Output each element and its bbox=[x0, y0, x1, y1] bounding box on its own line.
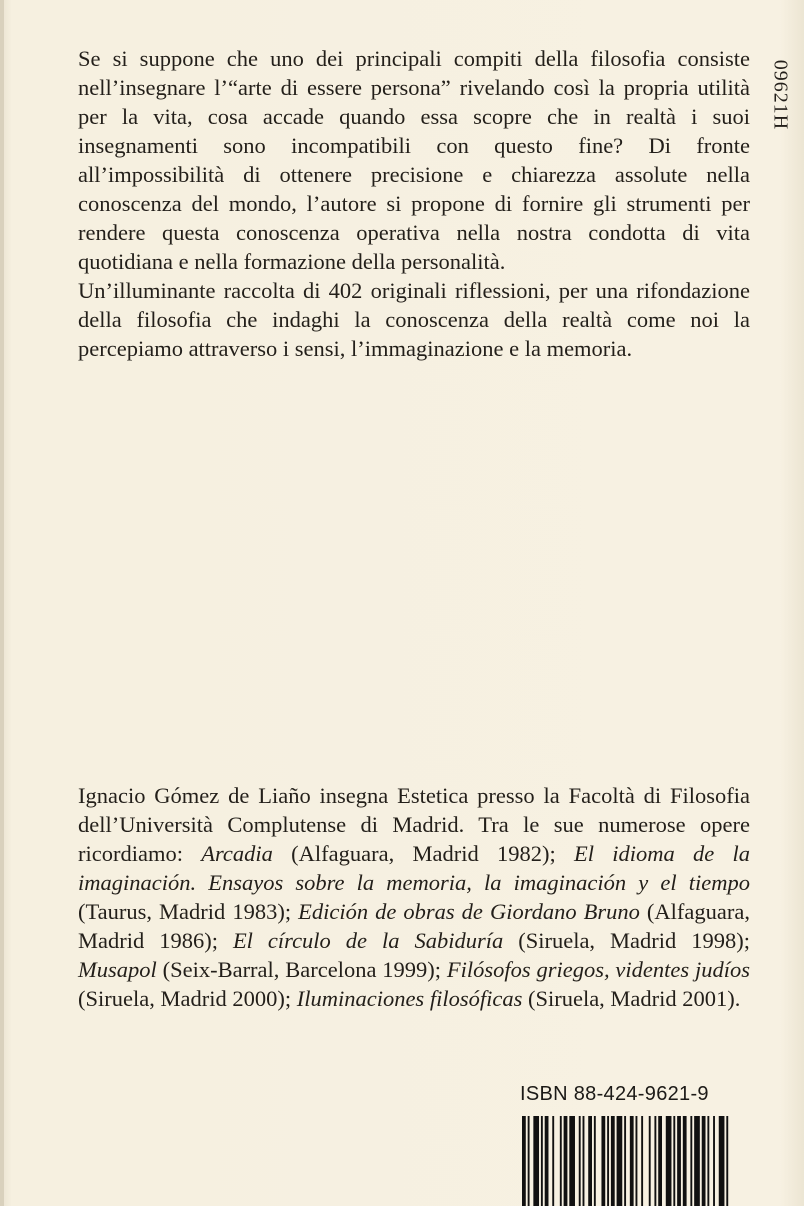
work-title: El idioma de la imaginación. Ensayos sobre la memoria, la imaginación y el tiempo bbox=[78, 841, 751, 895]
work-details: (Alfaguara, Madrid 1986); bbox=[78, 899, 750, 953]
barcode-bar bbox=[702, 1116, 706, 1206]
barcode-bar bbox=[594, 1116, 596, 1206]
author-bio bbox=[78, 781, 750, 1013]
barcode-bar bbox=[522, 1116, 526, 1206]
work-title: Iluminaciones filosóficas bbox=[296, 986, 523, 1011]
barcode-bar bbox=[649, 1116, 651, 1206]
work-details: (Siruela, Madrid 1998); bbox=[503, 928, 750, 953]
barcode-bar bbox=[630, 1116, 634, 1206]
work-details: (Taurus, Madrid 1983); bbox=[78, 899, 299, 924]
work-title: Filósofos griegos, videntes judíos bbox=[446, 957, 750, 982]
barcode-bar bbox=[636, 1116, 638, 1206]
barcode-bar bbox=[601, 1116, 605, 1206]
work-title: Arcadia bbox=[201, 841, 273, 866]
author-bio-text bbox=[78, 781, 750, 1013]
barcode-bar bbox=[666, 1116, 672, 1206]
barcode-bar bbox=[683, 1116, 687, 1206]
isbn-label: ISBN 88-424-9621-9 bbox=[520, 1083, 709, 1105]
work-details: (Siruela, Madrid 2001). bbox=[522, 986, 741, 1011]
barcode-bar bbox=[579, 1116, 581, 1206]
side-code-text: 09621H bbox=[769, 59, 792, 131]
barcode-bar bbox=[564, 1116, 568, 1206]
barcode bbox=[522, 1116, 732, 1206]
barcode-bar bbox=[560, 1116, 562, 1206]
barcode-bar bbox=[719, 1116, 725, 1206]
barcode-bar bbox=[673, 1116, 675, 1206]
barcode-bar bbox=[533, 1116, 539, 1206]
barcode-bar bbox=[611, 1116, 615, 1206]
barcode-bar bbox=[569, 1116, 575, 1206]
barcode-bar bbox=[552, 1116, 554, 1206]
barcode-bar bbox=[541, 1116, 543, 1206]
barcode-bar bbox=[726, 1116, 728, 1206]
barcode-bar bbox=[707, 1116, 709, 1206]
barcode-bar bbox=[694, 1116, 700, 1206]
barcode-bar bbox=[641, 1116, 643, 1206]
blurb-paragraph-1: Se si suppone che uno dei principali compiti della filosofia consiste nell’insegnare l’“arte di essere persona” rivelando così la propria utilità per la vita, cosa accade quando essa scopre che in realtà i suoi insegnamenti sono incompatibili con questo fine? Di fronte all’impossibilità di ottenere precisione e chiarezza assolute nella conoscenza del mondo, l’autore si propone di fornire gli strumenti per rendere questa conoscenza operativa nella nostra condotta di vita quotidiana e nella formazione della personalità. bbox=[78, 46, 750, 274]
barcode-bar bbox=[677, 1116, 681, 1206]
barcode-bar bbox=[654, 1116, 656, 1206]
blurb-section bbox=[78, 44, 750, 363]
work-title: El círculo de la Sabiduría bbox=[232, 928, 504, 953]
barcode-bar bbox=[588, 1116, 592, 1206]
cover-edge bbox=[0, 0, 4, 1206]
work-title: Edición de obras de Giordano Bruno bbox=[298, 899, 640, 924]
barcode-bar bbox=[617, 1116, 623, 1206]
work-details: (Siruela, Madrid 2000); bbox=[78, 986, 297, 1011]
barcode-bar bbox=[690, 1116, 692, 1206]
barcode-bar bbox=[624, 1116, 626, 1206]
barcode-bar bbox=[528, 1116, 530, 1206]
barcode-bar bbox=[607, 1116, 609, 1206]
blurb-paragraph-2: Un’illuminante raccolta di 402 originali riflessioni, per una rifondazione della filosofia che indaghi la conoscenza della realtà come noi la percepiamo attraverso i sensi, l’immaginazione e la memoria. bbox=[78, 278, 750, 361]
work-details: (Alfaguara, Madrid 1982); bbox=[272, 841, 574, 866]
barcode-bar bbox=[545, 1116, 549, 1206]
bio-intro: Ignacio Gómez de Liaño insegna Estetica presso la Facoltà di Filosofia dell’Università Complutense di Madrid. Tra le sue numerose opere ricordiamo: bbox=[78, 783, 750, 866]
barcode-bar bbox=[658, 1116, 662, 1206]
barcode-bar bbox=[583, 1116, 585, 1206]
side-code bbox=[760, 50, 800, 140]
barcode-bar bbox=[713, 1116, 715, 1206]
work-title: Musapol bbox=[78, 957, 157, 982]
work-details: (Seix-Barral, Barcelona 1999); bbox=[156, 957, 447, 982]
